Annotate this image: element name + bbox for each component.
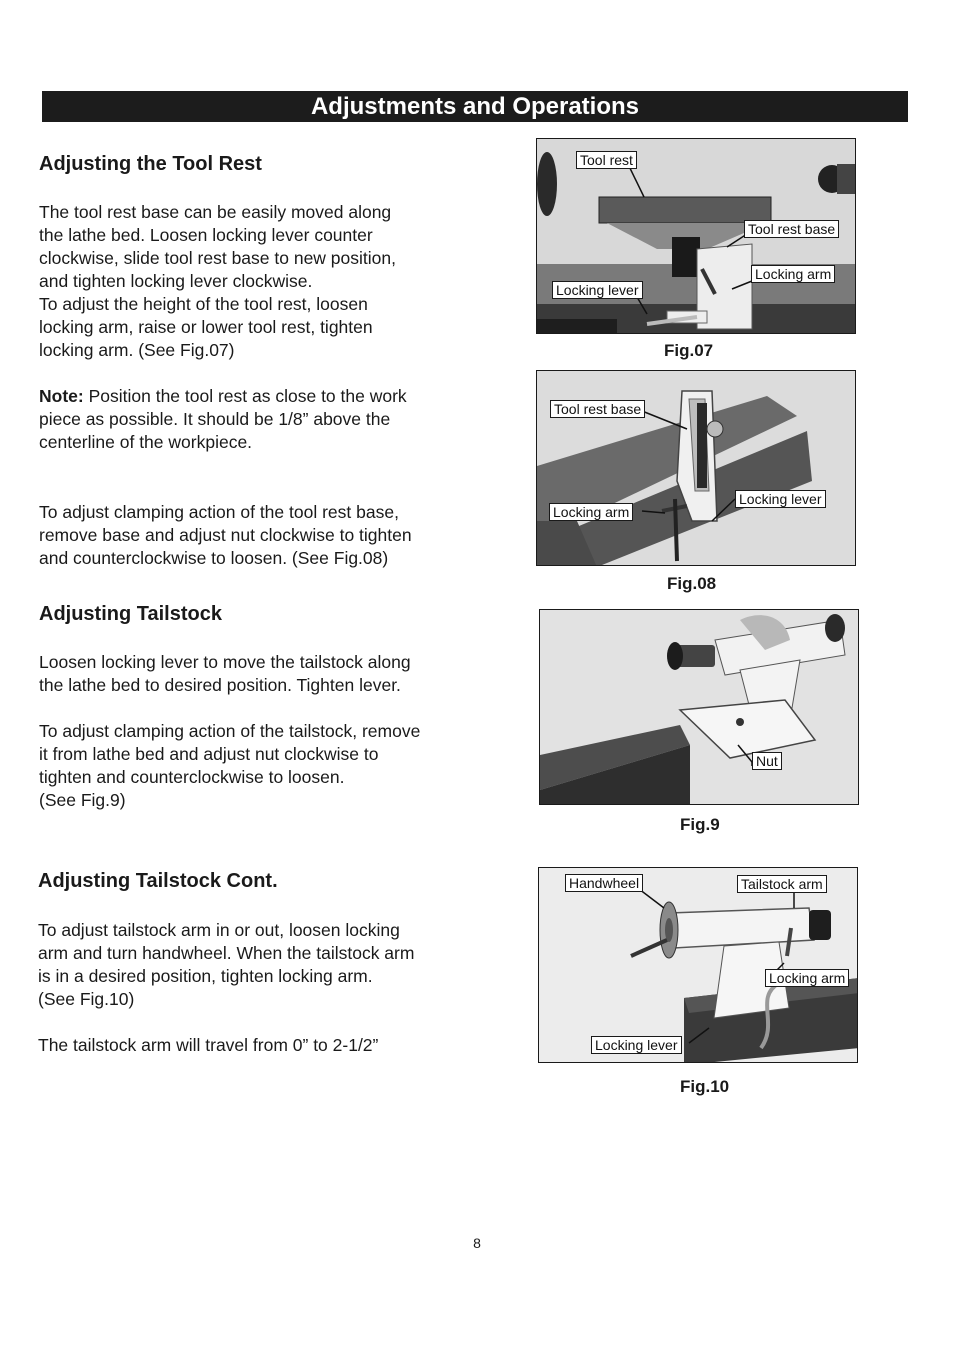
tailstock-paragraph-2: To adjust clamping action of the tailstock, remove it from lathe bed and adjust nut clockwise to tighten and counterclockwise to loosen. (See Fig.9) (39, 721, 421, 810)
tool-rest-note (39, 385, 407, 454)
caption-fig08: Fig.08 (667, 574, 717, 593)
page-number: 8 (473, 1235, 481, 1251)
caption-fig10: Fig.10 (680, 1077, 730, 1096)
figure-09-photo (539, 609, 859, 805)
tailstock-cont-paragraph-2: The tailstock arm will travel from 0” to 2-1/2” (38, 1035, 379, 1055)
label-nut: Nut (752, 752, 782, 770)
tailstock-paragraph-1: Loosen locking lever to move the tailstock along the lathe bed to desired position. Tighten lever. (39, 652, 411, 695)
heading-tailstock-cont: Adjusting Tailstock Cont. (38, 870, 278, 892)
note-label: Note: (39, 386, 84, 406)
caption-fig09: Fig.9 (680, 815, 720, 834)
heading-tailstock: Adjusting Tailstock (39, 603, 222, 625)
label-locking-arm-08: Locking arm (549, 503, 633, 521)
label-locking-lever-10: Locking lever (591, 1036, 682, 1054)
figure-10-photo (538, 867, 858, 1063)
note-text: Position the tool rest as close to the work piece as possible. It should be 1/8” above the centerline of the workpiece. (39, 386, 407, 452)
tool-rest-paragraph-3: To adjust clamping action of the tool rest base, remove base and adjust nut clockwise to tighten and counterclockwise to loosen. (See Fig.08) (39, 502, 412, 568)
label-tailstock-arm: Tailstock arm (737, 875, 827, 893)
figure-08-photo (536, 370, 856, 566)
heading-tool-rest: Adjusting the Tool Rest (39, 153, 262, 175)
label-locking-lever: Locking lever (552, 281, 643, 299)
caption-fig07: Fig.07 (664, 341, 714, 360)
label-tool-rest: Tool rest (576, 151, 637, 169)
tailstock-illustration (540, 610, 859, 805)
tool-rest-paragraph-1: The tool rest base can be easily moved along the lathe bed. Loosen locking lever counter clockwise, slide tool rest base to new position, and tighten locking lever clockwise. To adjust the height of the tool rest, loosen locking arm, raise or lower tool rest, tighten locking arm. (See Fig.07) (39, 202, 396, 360)
label-locking-arm: Locking arm (751, 265, 835, 283)
label-handwheel: Handwheel (565, 874, 643, 892)
label-locking-lever-08: Locking lever (735, 490, 826, 508)
label-tool-rest-base: Tool rest base (744, 220, 839, 238)
page-banner-title: Adjustments and Operations (42, 91, 908, 122)
figure-07-photo (536, 138, 856, 334)
label-locking-arm-10: Locking arm (765, 969, 849, 987)
label-tool-rest-base-08: Tool rest base (550, 400, 645, 418)
tailstock-arm-illustration (539, 868, 858, 1063)
tailstock-cont-paragraph-1: To adjust tailstock arm in or out, loosen locking arm and turn handwheel. When the tailstock arm is in a desired position, tighten locking arm. (See Fig.10) (38, 920, 415, 1009)
